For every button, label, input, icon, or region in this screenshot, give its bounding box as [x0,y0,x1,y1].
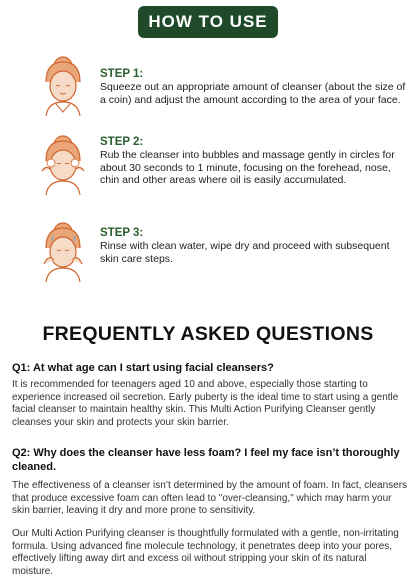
step-body: Squeeze out an appropriate amount of cleanser (about the size of a coin) and adjust the amount according to the area of your face. [100,81,406,106]
step-title: STEP 3: [100,227,144,239]
faq-answer-1: It is recommended for teenagers aged 10 and above, especially those starting to experience increased oil secretion. Early puberty is the ideal time to start using a gentle facial cleanser to maintain healthy skin. This Multi Action Purifying Cleanser gently cleanses your skin and protects your skin barrier. [12,379,399,428]
step-2-text [100,131,410,187]
step-1 [38,52,410,124]
step-title: STEP 2: [100,136,144,148]
face-cleanser-icon [38,52,88,116]
face-massage-icon [38,131,88,195]
step-title: STEP 1: [100,68,144,80]
step-body: Rub the cleanser into bubbles and massage gently in circles for about 30 seconds to 1 minute, focusing on the forehead, nose, chin and other areas where oil is easily accumulated. [100,149,395,186]
step-1-text [100,52,410,106]
step-2 [38,131,410,209]
step-3 [38,218,410,286]
faq-heading: FREQUENTLY ASKED QUESTIONS [42,323,374,345]
face-rinse-icon [38,218,88,282]
banner-label: HOW TO USE [148,12,268,31]
step-body: Rinse with clean water, wipe dry and proceed with subsequent skin care steps. [100,240,390,265]
faq-answer-2b: Our Multi Action Purifying cleanser is thoughtfully formulated with a gentle, non-irritating formula. Using advanced fine molecule technology, it penetrates deep into your pores, effectively lifting away dirt and excess oil without stripping your skin of its natural moisture. [12,528,399,577]
how-to-use-banner [138,6,278,38]
step-3-text [100,218,410,265]
faq-answer-2a: The effectiveness of a cleanser isn’t determined by the amount of foam. In fact, cleansers that produce excessive foam can often lead to "over-cleansing," which may harm your skin barrier, leaving it dry and more prone to sensitivity. [12,480,408,517]
faq-question-1: Q1: At what age can I start using facial cleansers? [12,362,274,374]
faq-question-2: Q2: Why does the cleanser have less foam? I feel my face isn’t thoroughly cleaned. [12,447,400,473]
